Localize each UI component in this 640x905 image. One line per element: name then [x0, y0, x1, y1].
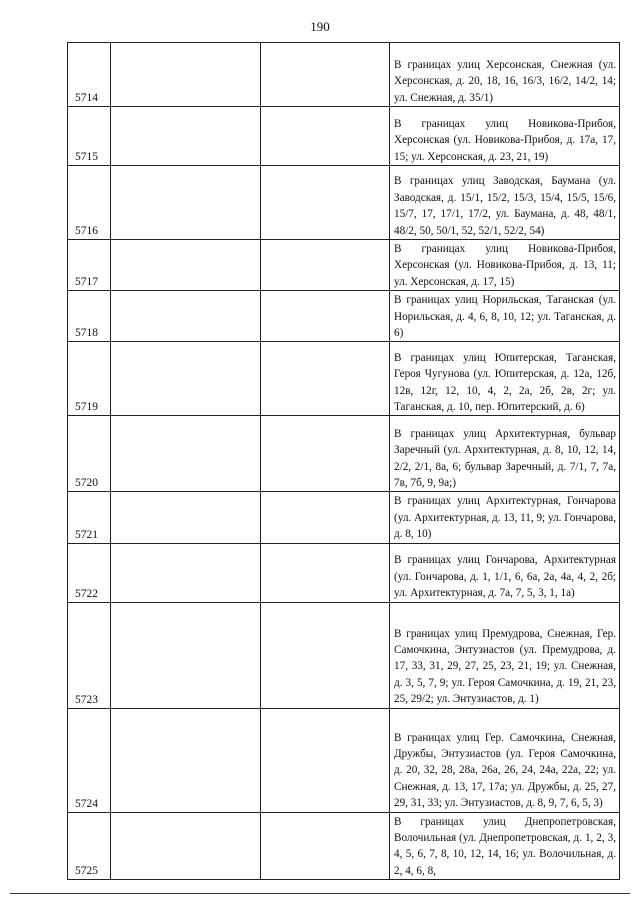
row-number: 5724: [75, 797, 98, 810]
empty-cell: [261, 166, 390, 240]
empty-cell: [261, 492, 390, 543]
table-row: [68, 166, 620, 240]
empty-cell: [111, 166, 261, 240]
bottom-rule: [10, 893, 630, 894]
empty-cell: [111, 342, 261, 416]
table-row: [68, 492, 620, 543]
row-number-cell: [68, 342, 111, 416]
row-number-cell: [68, 240, 111, 291]
address-text: В границах улиц Юпитерская, Таганская, Героя Чугунова (ул. Юпитерская, д. 12а, 12б, 12в, 12г, 12, 10, 4, 2, 2а, 2б, 2в, 2г; ул. Таганская, д. 10, пер. Юпитерский, д. 6): [394, 351, 616, 414]
address-cell: [390, 492, 620, 543]
row-number-cell: [68, 107, 111, 166]
empty-cell: [261, 107, 390, 166]
address-cell: [390, 812, 620, 880]
empty-cell: [111, 43, 261, 107]
empty-cell: [111, 416, 261, 492]
empty-cell: [261, 812, 390, 880]
address-text: В границах улиц Архитектурная, бульвар Заречный (ул. Архитектурная, д. 8, 10, 12, 14, 2/2, 2/1, 8а, 6; бульвар Заречный, д. 7/1, 7, 7а, 7в, 7б, 9, 9а;): [394, 427, 616, 490]
address-cell: [390, 342, 620, 416]
address-cell: [390, 416, 620, 492]
row-number: 5715: [75, 151, 98, 163]
row-number: 5717: [75, 276, 98, 289]
address-text: В границах улиц Днепропетровская, Волочильная (ул. Днепропетровская, д. 1, 2, 3, 4, 5, 6, 7, 8, 10, 12, 14, 16; ул. Волочильная, д. 2, 4, 6, 8,: [394, 815, 616, 877]
address-text: В границах улиц Заводская, Баумана (ул. Заводская, д. 15/1, 15/2, 15/3, 15/4, 15/5, 15/6, 15/7, 17, 17/1, 17/2, ул. Баумана, д. 48, 48/1, 48/2, 50, 50/1, 52, 52/1, 52/2, 54): [394, 175, 616, 237]
empty-cell: [261, 602, 390, 708]
row-number-cell: [68, 602, 111, 708]
address-cell: [390, 543, 620, 602]
table-row: [68, 342, 620, 416]
row-number: 5723: [75, 693, 98, 706]
address-text: В границах улиц Премудрова, Снежная, Гер. Самочкина, Энтузиастов (ул. Премудрова, д. 17, 33, 31, 29, 27, 25, 23, 21, 19; ул. Снежная, д. 3, 5, 7, 9; ул. Героя Самочкина, д. 19, 21, 23, 25, 29/2; ул. Энтузиастов, д. 1): [394, 627, 616, 706]
address-text: В границах улиц Архитектурная, Гончарова (ул. Архитектурная, д. 13, 11, 9; ул. Гончарова, д. 8, 10): [394, 495, 616, 541]
address-text: В границах улиц Новикова-Прибоя, Херсонская (ул. Новикова-Прибоя, д. 13, 11; ул. Херсонская, д. 17, 15): [394, 243, 616, 288]
empty-cell: [261, 240, 390, 291]
row-number-cell: [68, 43, 111, 107]
address-text: В границах улиц Норильская, Таганская (ул. Норильская, д. 4, 6, 8, 10, 12; ул. Таганская, д. 6): [394, 294, 616, 340]
row-number: 5725: [75, 865, 98, 878]
empty-cell: [111, 291, 261, 342]
row-number-cell: [68, 492, 111, 543]
address-text: В границах улиц Херсонская, Снежная (ул. Херсонская, д. 20, 18, 16, 16/3, 16/2, 14/2, 14; ул. Снежная, д. 35/1): [394, 58, 616, 104]
row-number-cell: [68, 166, 111, 240]
address-cell: [390, 43, 620, 107]
address-cell: [390, 240, 620, 291]
empty-cell: [111, 543, 261, 602]
address-cell: [390, 107, 620, 166]
row-number-cell: [68, 543, 111, 602]
row-number: 5720: [75, 477, 98, 490]
address-text: В границах улиц Гончарова, Архитектурная (ул. Гончарова, д. 1, 1/1, 6, 6а, 2а, 4а, 4, 2, 2б; ул. Архитектурная, д. 7а, 7, 5, 3, 1, 1а): [394, 554, 616, 600]
row-number-cell: [68, 291, 111, 342]
table-row: [68, 416, 620, 492]
table-row: [68, 291, 620, 342]
address-cell: [390, 602, 620, 708]
empty-cell: [261, 43, 390, 107]
empty-cell: [111, 602, 261, 708]
address-cell: [390, 166, 620, 240]
address-cell: [390, 291, 620, 342]
empty-cell: [261, 416, 390, 492]
row-number: 5716: [75, 225, 98, 237]
empty-cell: [111, 708, 261, 812]
table-row: [68, 602, 620, 708]
address-text: В границах улиц Новикова-Прибоя, Херсонская (ул. Новикова-Прибоя, д. 17а, 17, 15; ул. Херсонская, д. 23, 21, 19): [394, 117, 616, 163]
row-number-cell: [68, 812, 111, 880]
row-number-cell: [68, 708, 111, 812]
row-number: 5721: [75, 528, 98, 541]
row-number: 5714: [75, 92, 98, 104]
empty-cell: [261, 543, 390, 602]
row-number: 5718: [75, 327, 98, 340]
address-table: [67, 42, 620, 880]
table-row: [68, 107, 620, 166]
page-number: 190: [310, 19, 330, 34]
table-row: [68, 43, 620, 107]
row-number-cell: [68, 416, 111, 492]
empty-cell: [111, 492, 261, 543]
table-row: [68, 240, 620, 291]
address-text: В границах улиц Гер. Самочкина, Снежная, Дружбы, Энтузиастов (ул. Героя Самочкина, д. 20, 32, 28, 28а, 26а, 26, 24, 24а, 22а, 22; ул. Снежная, д. 13, 17, 17а; ул. Дружбы, д. 25, 27, 29, 31, 33; ул. Энтузиастов, д. 8, 9, 7, 6, 5, 3): [394, 731, 616, 810]
row-number: 5719: [75, 401, 98, 414]
address-cell: [390, 708, 620, 812]
table-row: [68, 543, 620, 602]
empty-cell: [111, 812, 261, 880]
table-row: [68, 812, 620, 880]
table-row: [68, 708, 620, 812]
empty-cell: [261, 708, 390, 812]
empty-cell: [111, 107, 261, 166]
empty-cell: [261, 342, 390, 416]
empty-cell: [261, 291, 390, 342]
empty-cell: [111, 240, 261, 291]
row-number: 5722: [75, 587, 98, 600]
